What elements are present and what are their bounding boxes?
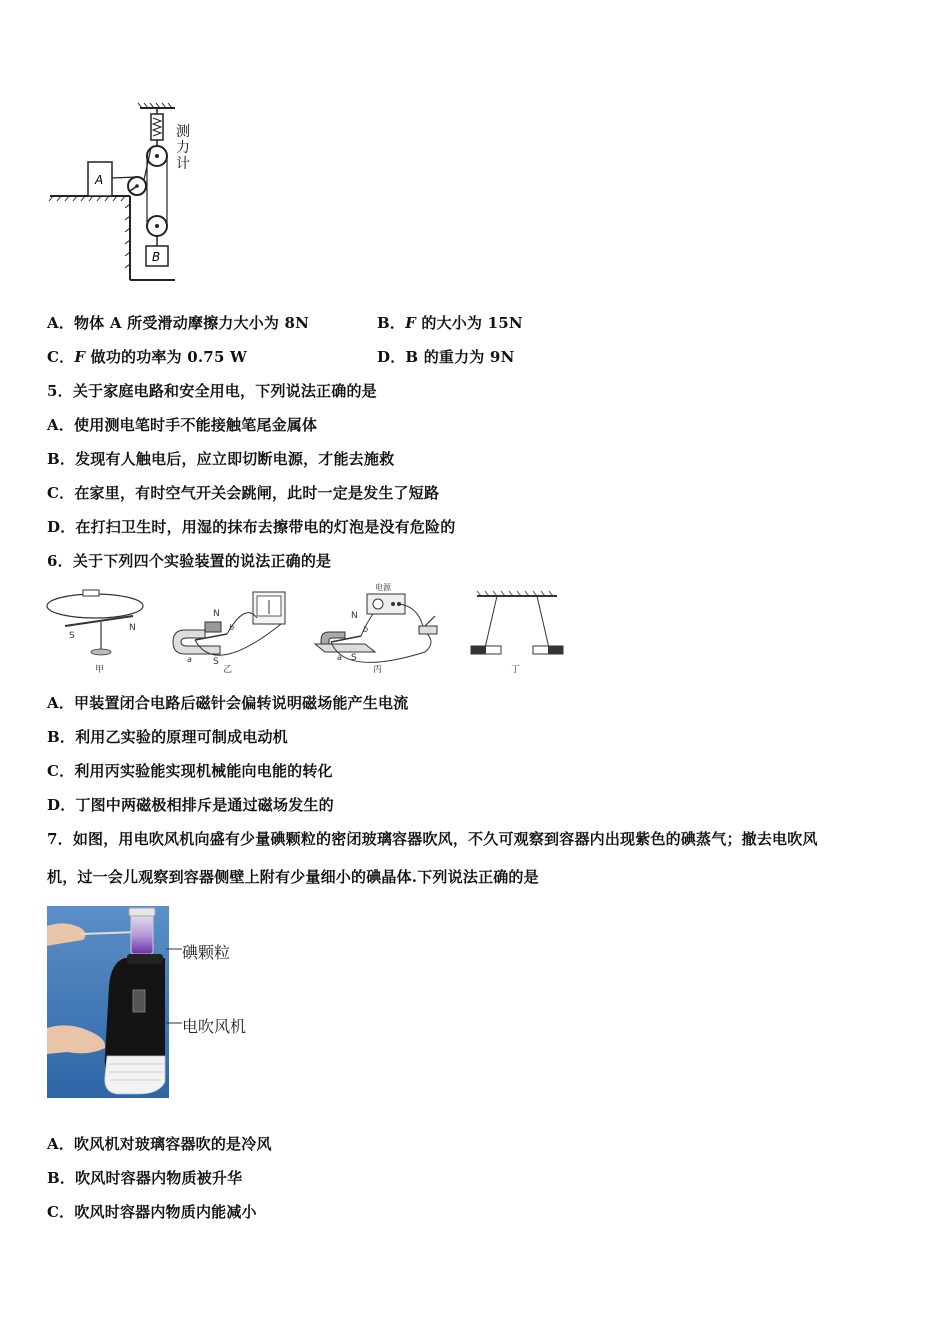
q4-option-c: C．F 做功的功率为 0.75 W xyxy=(47,348,248,366)
yi-s: S xyxy=(213,657,219,667)
q4-option-b: B．F 的大小为 15N xyxy=(377,314,523,332)
dryer-label: 电吹风机 xyxy=(182,1017,247,1036)
meter-label: 测力计 xyxy=(176,124,190,172)
q5-stem: 5．关于家庭电路和安全用电，下列说法正确的是 xyxy=(47,382,377,400)
q6-option-c: C．利用丙实验能实现机械能向电能的转化 xyxy=(47,762,333,780)
q7-option-c: C．吹风时容器内物质内能减小 xyxy=(47,1203,257,1221)
block-b-label: B xyxy=(152,250,161,264)
bing-power: 电源 xyxy=(375,583,391,592)
bing-n: N xyxy=(351,611,358,621)
q6-option-a: A．甲装置闭合电路后磁针会偏转说明磁场能产生电流 xyxy=(47,694,409,712)
bing-a: a xyxy=(337,653,342,662)
bing-b: b xyxy=(363,625,369,634)
yi-label: 乙 xyxy=(223,665,233,675)
q6-stem: 6．关于下列四个实验装置的说法正确的是 xyxy=(47,552,332,570)
hair-dryer-photo xyxy=(47,906,169,1098)
q7-stem-line2: 机，过一会儿观察到容器侧壁上附有少量细小的碘晶体.下列说法正确的是 xyxy=(47,868,539,886)
q6-option-d: D．丁图中两磁极相排斥是通过磁场发生的 xyxy=(47,796,334,814)
q5-option-b: B．发现有人触电后，应立即切断电源，才能去施救 xyxy=(47,450,395,468)
yi-b: b xyxy=(229,623,235,632)
q5-option-a: A．使用测电笔时手不能接触笔尾金属体 xyxy=(47,416,318,434)
yi-a: a xyxy=(187,655,192,664)
q6-option-b: B．利用乙实验的原理可制成电动机 xyxy=(47,728,288,746)
bing-s: S xyxy=(351,653,357,663)
jia-label: 甲 xyxy=(95,665,105,675)
q5-option-d: D．在打扫卫生时，用湿的抹布去擦带电的灯泡是没有危险的 xyxy=(47,518,456,536)
jia-n: N xyxy=(129,623,136,633)
q7-option-a: A．吹风机对玻璃容器吹的是冷风 xyxy=(47,1135,272,1153)
bing-label: 丙 xyxy=(373,665,383,675)
q7-option-b: B．吹风时容器内物质被升华 xyxy=(47,1169,243,1187)
q4-option-d: D．B 的重力为 9N xyxy=(377,348,515,366)
jia-s: S xyxy=(69,631,75,641)
yi-n: N xyxy=(213,609,220,619)
block-a-label: A xyxy=(95,173,104,187)
ding-label: 丁 xyxy=(511,665,521,675)
experiment-diagrams xyxy=(45,582,575,677)
q7-stem-line1: 7．如图，用电吹风机向盛有少量碘颗粒的密闭玻璃容器吹风，不久可观察到容器内出现紫色的碘蒸气；撤去电吹风 xyxy=(47,830,818,848)
q5-option-c: C．在家里，有时空气开关会跳闸，此时一定是发生了短路 xyxy=(47,484,440,502)
q4-option-a: A．物体 A 所受滑动摩擦力大小为 8N xyxy=(47,314,310,332)
iodine-label: 碘颗粒 xyxy=(182,943,231,962)
